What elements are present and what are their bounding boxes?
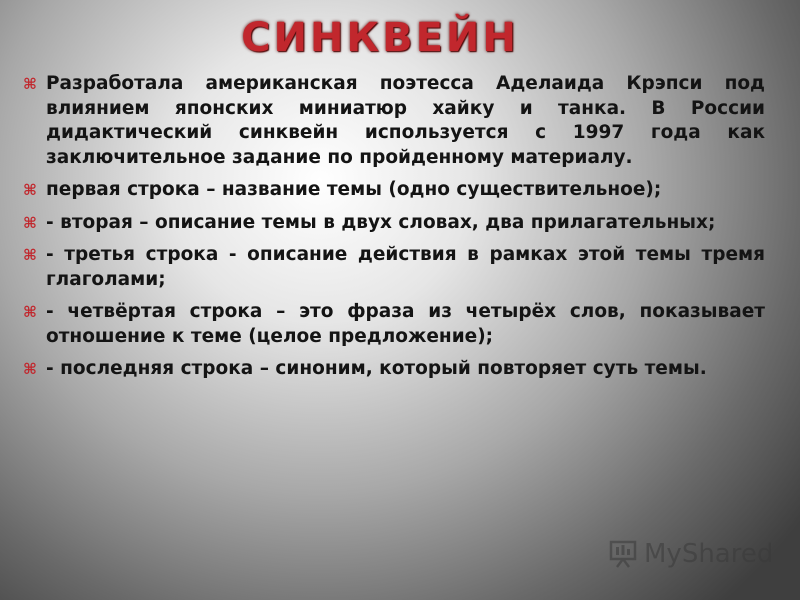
watermark-text: MyShared — [644, 539, 774, 569]
x-mark-icon: ⌘ — [23, 181, 37, 199]
bullet-item — [20, 72, 765, 170]
bullet-item — [20, 243, 765, 292]
bullet-text: - третья строка - описание действия в рамках этой темы тремя глаголами; — [46, 244, 765, 290]
bullet-item — [20, 357, 765, 382]
x-mark-icon: ⌘ — [23, 360, 37, 378]
x-mark-icon: ⌘ — [23, 75, 37, 93]
bullet-item — [20, 178, 765, 203]
x-mark-icon: ⌘ — [23, 303, 37, 321]
bullet-list — [20, 72, 765, 390]
bullet-text: - вторая – описание темы в двух словах, два прилагательных; — [46, 211, 716, 233]
bullet-text: - четвёртая строка – это фраза из четырёх слов, показывает отношение к теме (целое предложение); — [46, 301, 765, 347]
slide-title: СИНКВЕЙН — [241, 15, 519, 61]
x-mark-icon: ⌘ — [23, 213, 37, 232]
watermark — [608, 536, 773, 572]
bullet-text: - последняя строка – синоним, который повторяет суть темы. — [46, 358, 707, 379]
x-mark-icon: ⌘ — [23, 246, 37, 264]
bullet-text: первая строка – название темы (одно существительное); — [46, 179, 662, 200]
presentation-board-icon — [608, 539, 638, 569]
bullet-item — [20, 300, 765, 349]
bullet-item — [20, 211, 765, 236]
bullet-text: Разработала американская поэтесса Аделаида Крэпси под влиянием японских миниатюр хайку и танка. В России дидактический синквейн используется с 1997 года как заключительное задание по пройденному материалу. — [46, 73, 765, 168]
